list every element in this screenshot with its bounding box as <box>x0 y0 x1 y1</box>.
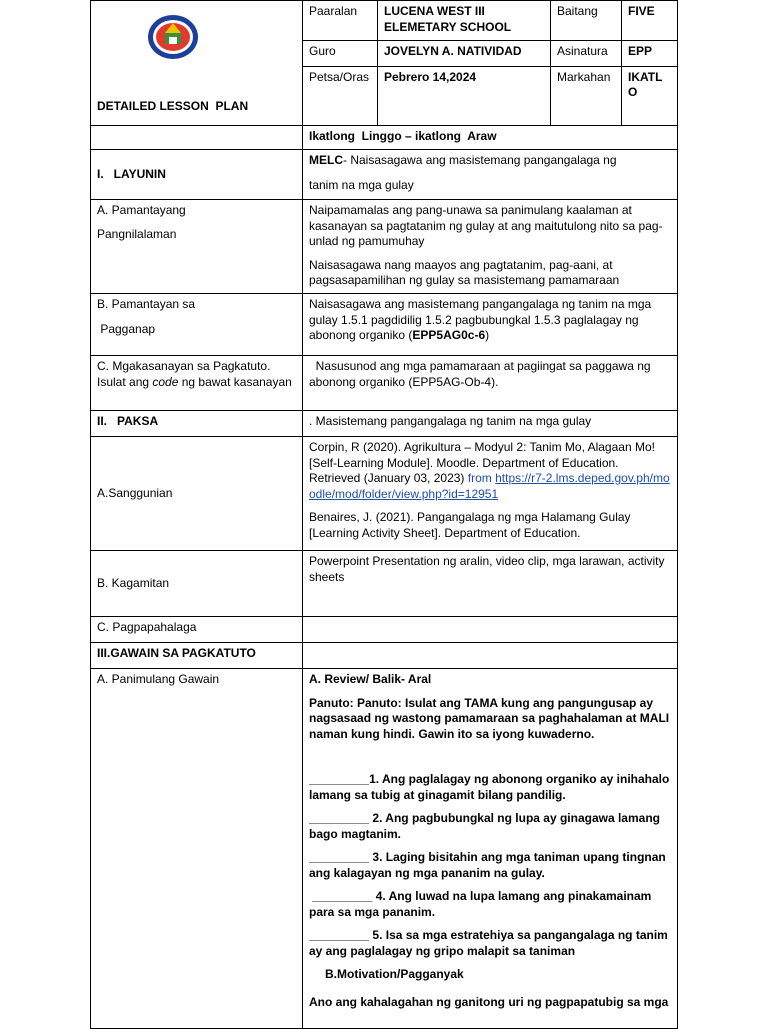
competency-label-a: C. Mgakasanayan sa Pagkatuto. Isulat ang <box>97 359 271 389</box>
motivation-text: Ano ang kahalagahan ng ganitong uri ng pagpapatubig sa mga <box>309 994 669 1009</box>
performance-standard-label <box>91 294 303 356</box>
objectives-label <box>91 150 303 200</box>
procedure-label: III.GAWAIN SA PAGKATUTO <box>91 643 303 669</box>
preliminary-cell <box>303 669 678 1029</box>
school-seal-icon <box>147 13 199 61</box>
content-standard-text-2: Naisasagawa nang maayos ang pagtatanim, pag-aani, at pagsasapamilihan ng gulay sa masistemang pamamaraan <box>309 257 620 287</box>
melc-prefix: MELC <box>309 153 343 167</box>
teacher-value: JOVELYN A. NATIVIDAD <box>378 41 551 66</box>
performance-standard-body: Naisasagawa ang masistemang pangangalaga ng tanim na mga gulay 1.5.1 pagdidilig 1.5.2 pagbubungkal 1.5.3 paglalagay ng abonong organiko ( <box>309 297 652 342</box>
school-label: Paaralan <box>303 1 378 41</box>
school-value: LUCENA WEST III ELEMETARY SCHOOL <box>378 1 551 41</box>
reference-1 <box>309 440 671 502</box>
competency-text: Nasusunod ang mga pamamaraan at pagiingat sa paggawa ng abonong organiko (EPP5AG-Ob-4). <box>303 356 678 411</box>
reference-1-from: from <box>467 471 496 485</box>
competency-label-b: ng bawat kasanayan <box>178 374 292 389</box>
page-title: DETAILED LESSON PLAN <box>97 99 249 113</box>
procedure-text <box>303 643 678 669</box>
grade-value: FIVE <box>622 1 678 41</box>
review-item-1: _________1. Ang paglalagay ng abonong organiko ay inihahalo lamang sa tubig at ginagamit bilang pandilig. <box>309 772 670 802</box>
materials-label: B. Kagamitan <box>91 551 303 617</box>
review-item-3: _________ 3. Laging bisitahin ang mga taniman upang tingnan ang kalagayan ng mga pananim na gulay. <box>309 850 666 880</box>
review-directions: Panuto: Panuto: Isulat ang TAMA kung ang pangungusap ay nagsasaad ng wastong pamamaraan sa paghahalaman at MALI naman kung hindi. Gawin ito sa iyong kuwaderno. <box>309 695 670 741</box>
motivation-title: B.Motivation/Pagganyak <box>325 967 464 981</box>
teacher-label: Guro <box>303 41 378 66</box>
melc-cell <box>303 150 678 200</box>
grade-label: Baitang <box>551 1 622 41</box>
reference-2: Benaires, J. (2021). Pangangalaga ng mga Halamang Gulay [Learning Activity Sheet]. Department of Education. <box>309 510 631 540</box>
subject-value: EPP <box>622 41 678 66</box>
content-standard-label-1: A. Pamantayang <box>97 203 186 217</box>
content-standard-text-1: Naipamamalas ang pang-unawa sa panimulang kaalaman at kasanayan sa pagtatanim ng gulay at ang maitutulong nito sa pag-unlad ng pamumuhay <box>309 203 663 248</box>
date-value: Pebrero 14,2024 <box>378 66 551 126</box>
empty-cell <box>91 126 303 150</box>
performance-standard-close: ) <box>485 328 490 342</box>
review-title: A. Review/ Balik- Aral <box>309 672 432 686</box>
quarter-label: Markahan <box>551 66 622 126</box>
content-standard-label <box>91 200 303 294</box>
review-item-5: _________ 5. Isa sa mga estratehiya sa pangangalaga ng tanim ay ang paglalagay ng gripo malapit sa taniman <box>309 928 668 958</box>
review-item-2: _________ 2. Ang pagbubungkal ng lupa ay ginagawa lamang bago magtanim. <box>309 811 660 841</box>
review-item-4: _________ 4. Ang luwad na lupa lamang ang pinakamainam para sa mga pananim. <box>309 889 655 919</box>
preliminary-label: A. Panimulang Gawain <box>91 669 303 1029</box>
performance-standard-label-1: B. Pamantayan sa <box>97 297 196 311</box>
melc-line2: tanim na mga gulay <box>309 177 414 192</box>
content-standard-label-2: Pangnilalaman <box>97 226 177 241</box>
week-day-heading: Ikatlong Linggo – ikatlong Araw <box>303 126 678 150</box>
lesson-plan-page <box>90 0 677 1024</box>
topic-label: II. PAKSA <box>91 411 303 437</box>
references-label: A.Sanggunian <box>91 437 303 551</box>
performance-standard-code: EPP5AG0c-6 <box>412 328 486 342</box>
objectives-label-text: I. LAYUNIN <box>97 166 166 181</box>
subject-label: Asinatura <box>551 41 622 66</box>
performance-standard-label-2: Pagganap <box>97 321 156 336</box>
lesson-plan-table <box>90 0 678 1029</box>
values-text <box>303 617 678 643</box>
reference-1-text: Corpin, R (2020). Agrikultura – Modyul 2: Tanim Mo, Alagaan Mo! [Self-Learning Module]. Moodle. Department of Education. Retrieved (January 03, 2023) <box>309 440 655 485</box>
logo-title-cell <box>91 1 303 126</box>
performance-standard-text <box>303 294 678 356</box>
materials-text: Powerpoint Presentation ng aralin, video clip, mga larawan, activity sheets <box>303 551 678 617</box>
topic-text: . Masistemang pangangalaga ng tanim na mga gulay <box>303 411 678 437</box>
quarter-value: IKATL O <box>622 66 678 126</box>
competency-label <box>91 356 303 411</box>
date-label: Petsa/Oras <box>303 66 378 126</box>
competency-label-code: code <box>152 374 179 389</box>
values-label: C. Pagpapahalaga <box>91 617 303 643</box>
melc-line1: - Naisasagawa ang masistemang pangangalaga ng <box>343 153 617 167</box>
references-cell <box>303 437 678 551</box>
reference-1-link[interactable]: https://r7-2.lms.deped.gov.ph/moodle/mod/folder/view.php?id=12951 <box>309 471 670 501</box>
content-standard-text <box>303 200 678 294</box>
